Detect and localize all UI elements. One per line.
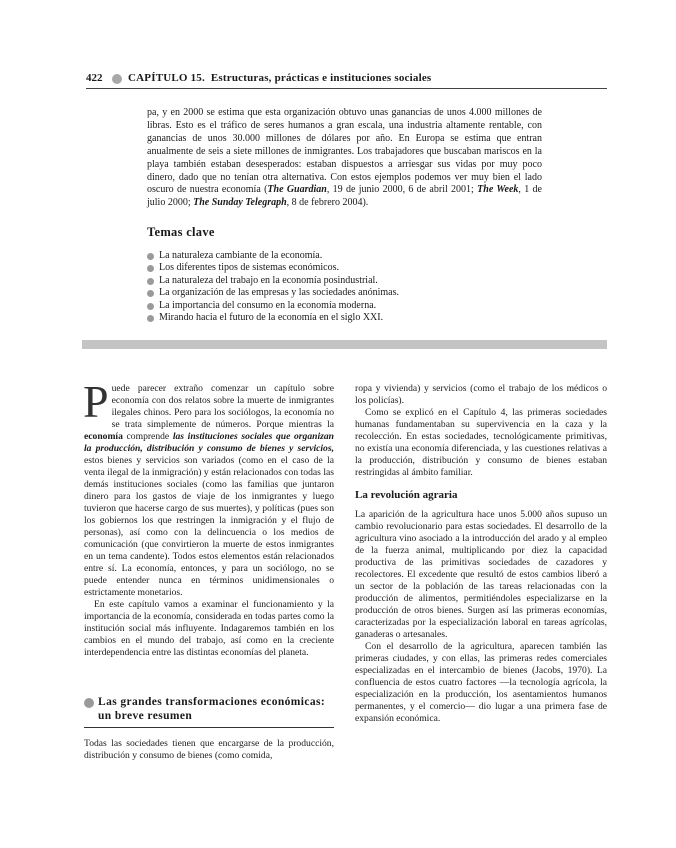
body-paragraph: Como se explicó en el Capítulo 4, las primeras sociedades humanas fundamentaban su supervivencia en la caza y la recolección. En estas sociedades, tecnológicamente primitivas, no existía una economía diferenciada, y las cuestiones relativas a la producción, distribución y consumo de bienes estaban restringidas al ámbito familiar. <box>355 407 607 478</box>
keyword: economía <box>84 431 123 442</box>
list-item-text: Mirando hacia el futuro de la economía en el siglo XXI. <box>159 312 384 324</box>
left-column <box>83 376 334 659</box>
intro-paragraph <box>147 107 542 210</box>
list-item-text: Los diferentes tipos de sistemas económicos. <box>159 262 339 274</box>
source-citation: The Sunday Telegraph <box>193 197 287 209</box>
body-paragraph: La aparición de la agricultura hace unos 5.000 años supuso un cambio revolucionario para estas sociedades. El desarrollo de la agricultura vino asociado a la introducción del arado y al empleo de la fuerza animal, multiplicando por diez la capacidad productiva de las primitivas sociedades de cazadores y recolectores. El excedente que resultó de estos cambios liberó a un sector de la población de las tareas relacionadas con la producción de alimentos, permitiéndoles especializarse en la producción de otros bienes. Surgen así las primeras economías, caracterizadas por la especialización laboral en tareas agrícolas, ganaderas o artesanales. <box>355 509 607 640</box>
body-text: estos bienes y servicios son variados (como en el caso de la venta ilegal de la inmigración) y están relacionados con todas las demás instituciones sociales (como las familias que juntaron dinero para los gastos de viaje de los inmigrantes y luego tuvieron que hacerse cargo de sus muertes), y políticas (pues son los gobiernos los que restringen la inmigración y el flujo de personas), así como con la delincuencia o los medios de comunicación (que convirtieron la muerte de estos inmigrantes en un tema candente). Todos estos elementos están relacionados entre sí. La economía, entonces, y para un sociólogo, no se puede entender nunca en términos unidimensionales o estrictamente monetarios. <box>84 455 334 598</box>
bullet-icon <box>84 698 94 708</box>
bullet-icon <box>147 253 154 260</box>
body-paragraph: En este capítulo vamos a examinar el funcionamiento y la importancia de la economía, considerada en todas partes como la institución social más influyente. Indagaremos también en los cambios en el mundo del trabajo, así como en la creciente interdependencia entre las distintas economías del planeta. <box>84 599 334 658</box>
body-paragraph: ropa y vivienda) y servicios (como el trabajo de los médicos o los policías). <box>355 383 607 406</box>
list-item <box>147 262 399 274</box>
list-item-text: La naturaleza del trabajo en la economía posindustrial. <box>159 274 378 286</box>
intro-text: , 19 de junio 2000, 6 de abril 2001; <box>326 184 478 196</box>
chapter-label: CAPÍTULO 15. <box>128 72 205 84</box>
body-paragraph <box>83 376 334 599</box>
list-item <box>147 300 399 312</box>
body-text: comprende <box>122 431 173 442</box>
section-divider-band <box>82 340 607 349</box>
bullet-icon <box>147 315 154 322</box>
bullet-icon <box>147 265 154 272</box>
list-item-text: La organización de las empresas y las sociedades anónimas. <box>159 287 400 299</box>
key-topics-list <box>147 250 399 324</box>
intro-text: pa, y en 2000 se estima que esta organización obtuvo unas ganancias de unos 4.000 millones de libras. Esto es el tráfico de seres humanos a gran escala, una industria altamente rentable, con ganancias de unos 30.000 millones de dólares por año. En Europa se estima que entran anualmente de seis a siete millones de inmigrantes. Los trabajadores que buscaban mariscos en la playa también estaban desesperados: estaban dispuestos a arriesgar sus vidas por muy poco dinero, dado que no tenían otra alternativa. Con estos ejemplos podemos ver muy bien el lado oscuro de nuestra economía ( <box>147 107 542 196</box>
source-citation: The Week <box>477 184 519 196</box>
subsection-heading: La revolución agraria <box>355 489 458 501</box>
right-column <box>355 383 607 725</box>
section-rule <box>84 727 334 728</box>
key-topics-title: Temas clave <box>147 225 215 239</box>
drop-cap: P <box>83 376 109 427</box>
left-column-continued <box>84 738 334 762</box>
header-divider <box>86 88 607 89</box>
bullet-icon <box>112 74 122 84</box>
intro-text: , 1 de julio 2000; <box>147 184 542 209</box>
list-item <box>147 287 399 299</box>
list-item <box>147 275 399 287</box>
page-number: 422 <box>86 72 103 84</box>
running-header <box>86 72 606 88</box>
section-title: Las grandes transformaciones económicas: un breve resumen <box>98 696 326 722</box>
bullet-icon <box>147 278 154 285</box>
body-paragraph: Con el desarrollo de la agricultura, aparecen también las primeras ciudades, y con ellas, las primeras redes comerciales especializadas en el intercambio de bienes (Jacobs, 1970). La confluencia de estos cuatro factores —la tecnología agrícola, la especialización en la producción, los asentamientos humanos permanentes, y el comercio— dio lugar a una primera fase de expansión económica. <box>355 641 607 724</box>
body-paragraph: Todas las sociedades tienen que encargarse de la producción, distribución y consumo de bienes (como comida, <box>84 738 334 761</box>
list-item-text: La importancia del consumo en la economía moderna. <box>159 299 377 311</box>
bullet-icon <box>147 303 154 310</box>
intro-text: , 8 de febrero 2004). <box>286 197 369 209</box>
list-item <box>147 250 399 262</box>
bullet-icon <box>147 290 154 297</box>
definition: las instituciones sociales que organizan la producción, distribución y consumo de bienes y servicios, <box>84 431 334 454</box>
list-item <box>147 312 399 324</box>
chapter-title: Estructuras, prácticas e instituciones sociales <box>210 72 432 84</box>
list-item-text: La naturaleza cambiante de la economía. <box>159 250 323 261</box>
body-text: uede parecer extraño comenzar un capítulo sobre economía con dos relatos sobre la muerte de inmigrantes ilegales chinos. Pero para los sociólogos, la economía no se trata simplemente de números. Porque mientras la <box>111 383 334 430</box>
chapter-heading <box>128 72 431 84</box>
source-citation: The Guardian <box>267 184 327 196</box>
